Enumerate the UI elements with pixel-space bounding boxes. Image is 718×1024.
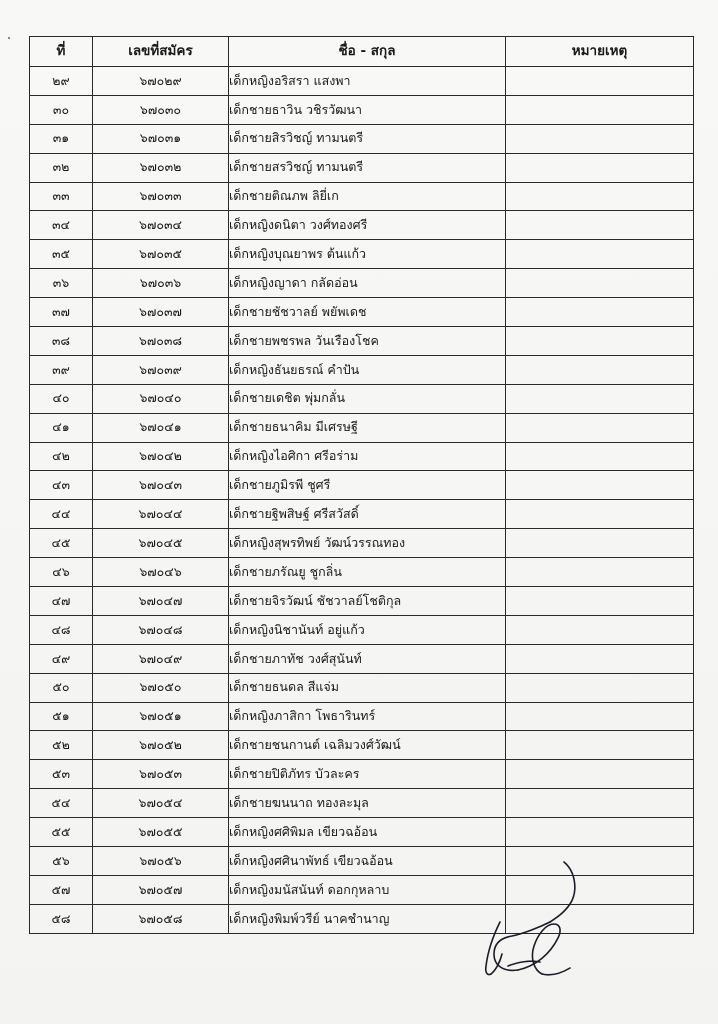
row-name: เด็กชายธนาคิม มีเศรษฐี [229,413,506,442]
table-row [30,211,694,240]
row-no: ๔๑ [30,413,93,442]
row-no: ๓๘ [30,327,93,356]
row-name: เด็กหญิงศศินาพัทธ์ เขียวฉอ้อน [229,847,506,876]
row-remark [506,67,694,96]
scan-speck [8,37,10,39]
row-remark [506,182,694,211]
row-applicant-id: ๖๗๐๔๙ [93,644,229,673]
row-name: เด็กชายปิติภัทร บัวละคร [229,760,506,789]
row-no: ๔๕ [30,529,93,558]
row-no: ๓๕ [30,240,93,269]
row-remark [506,760,694,789]
signature [478,858,588,980]
row-name: เด็กหญิงนิชานันท์ อยู่แก้ว [229,615,506,644]
row-applicant-id: ๖๗๐๔๔ [93,500,229,529]
row-applicant-id: ๖๗๐๓๗ [93,298,229,327]
header-remark: หมายเหตุ [506,37,694,67]
row-name: เด็กชายภูมิรพี ชูศรี [229,471,506,500]
row-remark [506,529,694,558]
table-row [30,355,694,384]
row-no: ๔๔ [30,500,93,529]
row-no: ๔๙ [30,644,93,673]
row-no: ๓๐ [30,95,93,124]
row-remark [506,355,694,384]
row-name: เด็กหญิงศศิพิมล เขียวฉอ้อน [229,818,506,847]
row-remark [506,673,694,702]
row-applicant-id: ๖๗๐๓๒ [93,153,229,182]
row-applicant-id: ๖๗๐๔๘ [93,615,229,644]
row-no: ๕๐ [30,673,93,702]
row-applicant-id: ๖๗๐๕๗ [93,875,229,904]
row-name: เด็กหญิงภาสิกา โพธารินทร์ [229,702,506,731]
table-row [30,615,694,644]
table-row [30,182,694,211]
row-no: ๕๘ [30,904,93,933]
table-row [30,818,694,847]
row-no: ๕๑ [30,702,93,731]
row-no: ๒๙ [30,67,93,96]
row-applicant-id: ๖๗๐๓๐ [93,95,229,124]
row-no: ๓๒ [30,153,93,182]
table-body [30,67,694,934]
table-row [30,384,694,413]
row-name: เด็กหญิงธันยธรณ์ คำปัน [229,355,506,384]
table-row [30,269,694,298]
table-header-row [30,37,694,67]
table-row [30,471,694,500]
applicant-table [29,36,694,934]
table-row [30,587,694,616]
row-remark [506,413,694,442]
row-applicant-id: ๖๗๐๕๑ [93,702,229,731]
row-remark [506,644,694,673]
table-row [30,500,694,529]
row-name: เด็กชายสิรวิชญ์ ทามนตรี [229,124,506,153]
row-applicant-id: ๖๗๐๓๙ [93,355,229,384]
row-name: เด็กหญิงไอศิกา ศรีอร่าม [229,442,506,471]
row-remark [506,95,694,124]
row-applicant-id: ๖๗๐๕๖ [93,847,229,876]
table-row [30,153,694,182]
row-applicant-id: ๖๗๐๓๕ [93,240,229,269]
row-applicant-id: ๖๗๐๓๘ [93,327,229,356]
header-no: ที่ [30,37,93,67]
row-applicant-id: ๖๗๐๓๔ [93,211,229,240]
row-no: ๔๒ [30,442,93,471]
row-applicant-id: ๖๗๐๕๔ [93,789,229,818]
row-name: เด็กชายฐิพสิษฐ์ ศรีสวัสดิ์ [229,500,506,529]
table-row [30,847,694,876]
row-remark [506,327,694,356]
row-name: เด็กชายธนดล สีแจ่ม [229,673,506,702]
row-no: ๕๗ [30,875,93,904]
table-row [30,789,694,818]
row-no: ๓๑ [30,124,93,153]
row-no: ๔๗ [30,587,93,616]
row-name: เด็กหญิงพิมพ์วรีย์ นาคชำนาญ [229,904,506,933]
row-name: เด็กชายฆนนาถ ทองละมุล [229,789,506,818]
row-no: ๔๘ [30,615,93,644]
row-remark [506,500,694,529]
table-row [30,875,694,904]
row-name: เด็กชายสรวิชญ์ ทามนตรี [229,153,506,182]
row-name: เด็กหญิงญาดา กลัดอ่อน [229,269,506,298]
row-applicant-id: ๖๗๐๔๕ [93,529,229,558]
row-no: ๓๗ [30,298,93,327]
row-name: เด็กชายเดชิต พุ่มกลั่น [229,384,506,413]
row-applicant-id: ๖๗๐๕๓ [93,760,229,789]
table-row [30,558,694,587]
row-no: ๔๖ [30,558,93,587]
row-remark [506,240,694,269]
row-applicant-id: ๖๗๐๔๖ [93,558,229,587]
row-name: เด็กหญิงดนิตา วงศ์ทองศรี [229,211,506,240]
table-row [30,673,694,702]
row-name: เด็กชายภรัณยู ชูกลิ่น [229,558,506,587]
header-name: ชื่อ - สกุล [229,37,506,67]
row-applicant-id: ๖๗๐๓๑ [93,124,229,153]
table-row [30,67,694,96]
row-no: ๓๔ [30,211,93,240]
row-applicant-id: ๖๗๐๔๓ [93,471,229,500]
table-row [30,760,694,789]
row-applicant-id: ๖๗๐๔๑ [93,413,229,442]
row-no: ๕๒ [30,731,93,760]
row-applicant-id: ๖๗๐๓๓ [93,182,229,211]
table-row [30,124,694,153]
row-name: เด็กหญิงมนัสนันท์ ดอกกุหลาบ [229,875,506,904]
row-applicant-id: ๖๗๐๕๘ [93,904,229,933]
row-name: เด็กชายชนกานต์ เฉลิมวงศ์วัฒน์ [229,731,506,760]
row-name: เด็กหญิงอริสรา แสงพา [229,67,506,96]
row-remark [506,442,694,471]
row-remark [506,615,694,644]
row-no: ๔๓ [30,471,93,500]
header-applicant-id: เลขที่สมัคร [93,37,229,67]
row-applicant-id: ๖๗๐๔๒ [93,442,229,471]
row-applicant-id: ๖๗๐๕๐ [93,673,229,702]
row-no: ๕๕ [30,818,93,847]
row-remark [506,789,694,818]
row-no: ๓๙ [30,355,93,384]
table-row [30,327,694,356]
row-remark [506,124,694,153]
table-row [30,644,694,673]
row-remark [506,471,694,500]
row-no: ๓๖ [30,269,93,298]
row-applicant-id: ๖๗๐๔๗ [93,587,229,616]
table-row [30,95,694,124]
row-remark [506,587,694,616]
table-row [30,702,694,731]
row-remark [506,153,694,182]
row-applicant-id: ๖๗๐๔๐ [93,384,229,413]
row-no: ๕๔ [30,789,93,818]
table-row [30,240,694,269]
row-name: เด็กหญิงบุณยาพร ต้นแก้ว [229,240,506,269]
row-no: ๔๐ [30,384,93,413]
row-remark [506,211,694,240]
row-name: เด็กชายจิรวัฒน์ ชัชวาลย์โชติกุล [229,587,506,616]
table-row [30,442,694,471]
row-name: เด็กหญิงสุพรทิพย์ วัฒน์วรรณทอง [229,529,506,558]
row-remark [506,384,694,413]
table-row [30,904,694,933]
row-no: ๓๓ [30,182,93,211]
row-applicant-id: ๖๗๐๕๒ [93,731,229,760]
table-row [30,413,694,442]
table-row [30,529,694,558]
row-remark [506,269,694,298]
row-remark [506,298,694,327]
row-remark [506,558,694,587]
row-applicant-id: ๖๗๐๒๙ [93,67,229,96]
row-remark [506,731,694,760]
table-row [30,731,694,760]
row-name: เด็กชายพชรพล วันเรืองโชค [229,327,506,356]
row-applicant-id: ๖๗๐๕๕ [93,818,229,847]
row-no: ๕๓ [30,760,93,789]
row-no: ๕๖ [30,847,93,876]
row-remark [506,818,694,847]
row-remark [506,702,694,731]
row-name: เด็กชายภาทัช วงศ์สุนันท์ [229,644,506,673]
row-name: เด็กชายติณภพ ลิยี่เก [229,182,506,211]
row-name: เด็กชายชัชวาลย์ พยัพเดช [229,298,506,327]
row-name: เด็กชายธาวิน วชิรวัฒนา [229,95,506,124]
table-row [30,298,694,327]
row-applicant-id: ๖๗๐๓๖ [93,269,229,298]
